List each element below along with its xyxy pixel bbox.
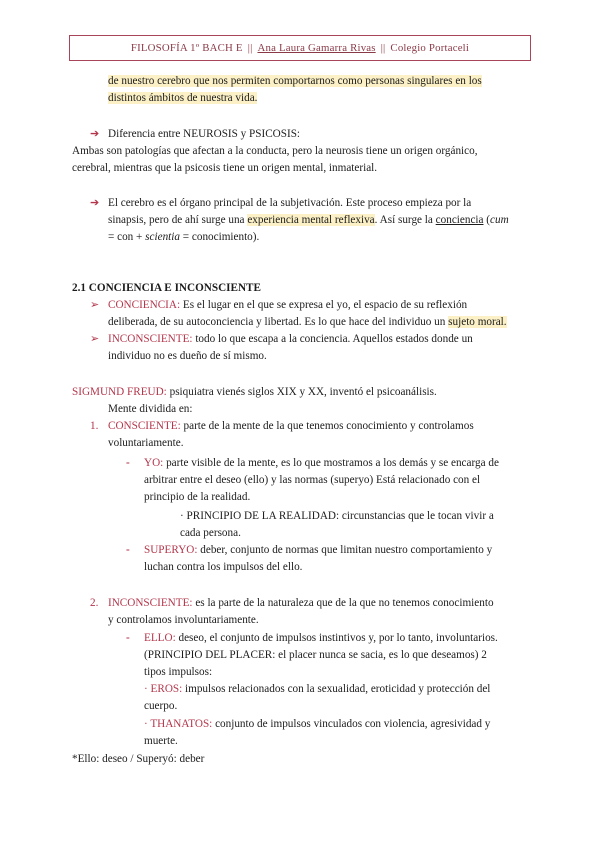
inconsciente-freud-item: 2. INCONSCIENTE: es la parte de la naturaleza que de la que no tenemos conocimiento — [90, 597, 494, 609]
conciencia-line-2: deliberada, de su autoconciencia y libertad. Es lo que hace del individuo un sujeto moral. — [108, 316, 507, 328]
inconsciente-freud-line-2: y controlamos involuntariamente. — [108, 614, 259, 626]
eros-item: · EROS: impulsos relacionados con la sexualidad, eroticidad y protección del — [144, 683, 491, 695]
intro-line-1: de nuestro cerebro que nos permiten comportarnos como personas singulares en los — [108, 75, 482, 87]
triangle-bullet-icon: ➢ — [90, 333, 100, 345]
ello-line-3: tipos impulsos: — [144, 666, 213, 678]
yo-line-2: arbitrar entre el deseo (ello) y las normas (superyo) Está relacionado con el — [144, 474, 481, 486]
yo-item: - YO: parte visible de la mente, es lo que mostramos a los demás y se encarga de — [126, 455, 499, 472]
inconsciente-item: ➢ INCONSCIENTE: todo lo que escapa a la conciencia. Aquellos estados donde un — [90, 331, 473, 348]
header-separator: || — [247, 41, 253, 54]
footnote: *Ello: deseo / Superyó: deber — [72, 753, 205, 765]
yo-line-3: principio de la realidad. — [144, 491, 251, 503]
header-author: Ana Laura Gamarra Rivas — [257, 41, 376, 54]
cerebro-line-2: sinapsis, pero de ahí surge una experiencia mental reflexiva. Así surge la conciencia (cum — [108, 214, 509, 226]
neurosis-line-2: cerebral, mientras que la psicosis tiene un origen mental, inmaterial. — [72, 162, 378, 174]
realidad-line-1: · PRINCIPIO DE LA REALIDAD: circunstancias que le tocan vivir a — [180, 510, 494, 522]
ello-item: - ELLO: deseo, el conjunto de impulsos instintivos y, por lo tanto, involuntarios. — [126, 630, 498, 647]
neurosis-heading: ➔ Diferencia entre NEUROSIS y PSICOSIS: — [90, 126, 300, 143]
conciencia-item: ➢ CONCIENCIA: Es el lugar en el que se expresa el yo, el espacio de su reflexión — [90, 297, 467, 314]
intro-line-2: distintos ámbitos de nuestra vida. — [108, 92, 258, 104]
cerebro-line-1: ➔ El cerebro es el órgano principal de la subjetivación. Este proceso empieza por la — [90, 195, 471, 212]
section-title: 2.1 CONCIENCIA E INCONSCIENTE — [72, 282, 261, 294]
header-subject: FILOSOFÍA 1º BACH E — [130, 41, 243, 54]
arrow-icon: ➔ — [90, 128, 100, 140]
header-separator: || — [380, 41, 386, 54]
arrow-icon: ➔ — [90, 197, 100, 209]
eros-line-2: cuerpo. — [144, 700, 178, 712]
realidad-line-2: cada persona. — [180, 527, 241, 539]
mente-line: Mente dividida en: — [108, 403, 193, 415]
ello-line-2: (PRINCIPIO DEL PLACER: el placer nunca se sacia, es lo que deseamos) 2 — [144, 649, 487, 661]
consciente-item: 1. CONSCIENTE: parte de la mente de la que tenemos conocimiento y controlamos — [90, 420, 474, 432]
cerebro-line-3: = con + scientia = conocimiento). — [108, 231, 260, 243]
thanatos-line-2: muerte. — [144, 735, 178, 747]
neurosis-line-1: Ambas son patologías que afectan a la conducta, pero la neurosis tiene un origen orgánico, — [72, 145, 478, 157]
dash-bullet-icon: - — [126, 632, 130, 644]
dash-bullet-icon: - — [126, 457, 130, 469]
superyo-line-2: luchan contra los impulsos del ello. — [144, 561, 303, 573]
superyo-item: - SUPERYO: deber, conjunto de normas que limitan nuestro comportamiento y — [126, 542, 492, 559]
inconsciente-line-2: individuo no es dueño de sí mismo. — [108, 350, 267, 362]
header-school: Colegio Portaceli — [390, 41, 470, 54]
thanatos-item: · THANATOS: conjunto de impulsos vinculados con violencia, agresividad y — [144, 718, 491, 730]
page-header — [69, 35, 531, 61]
consciente-line-2: voluntariamente. — [108, 437, 184, 449]
dash-bullet-icon: - — [126, 544, 130, 556]
triangle-bullet-icon: ➢ — [90, 299, 100, 311]
freud-line: SIGMUND FREUD: psiquiatra vienés siglos XIX y XX, inventó el psicoanálisis. — [72, 386, 437, 398]
